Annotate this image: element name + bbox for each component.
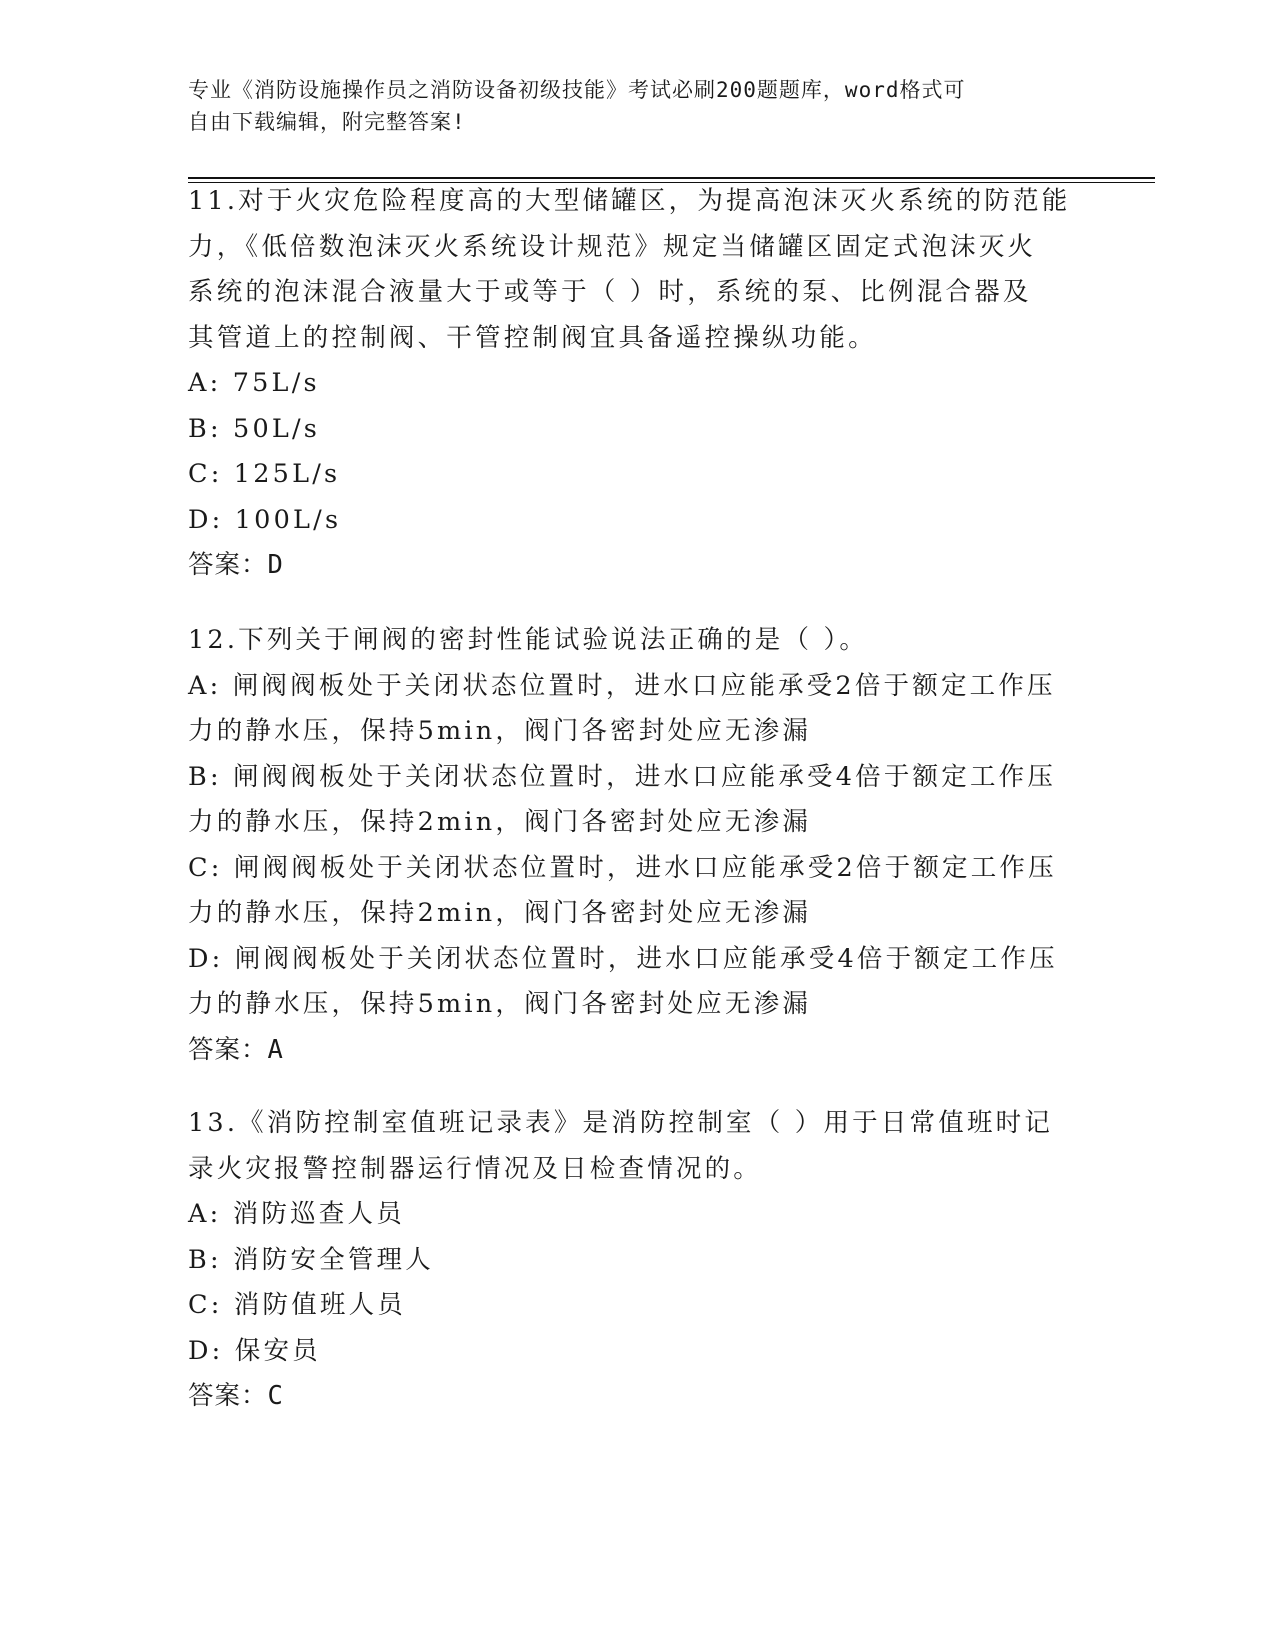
question-stem-line: 力，《低倍数泡沫灭火系统设计规范》规定当储罐区固定式泡沫灭火 [188,231,1037,262]
answer-line: 答案：D [188,550,284,580]
answer-line: 答案：A [188,1034,284,1065]
option-b-continued: 力的静水压，保持2min，阀门各密封处应无渗漏 [188,807,812,837]
option-c: C: 闸阀阀板处于关闭状态位置时，进水口应能承受2倍于额定工作压 [188,852,1057,883]
option-c: C: 消防值班人员 [188,1290,407,1320]
option-a: A: 闸阀阀板处于关闭状态位置时，进水口应能承受2倍于额定工作压 [188,670,1056,701]
question-stem-line: 11.对于火灾危险程度高的大型储罐区，为提高泡沫灭火系统的防范能 [188,186,1071,216]
answer-line: 答案：C [188,1381,284,1411]
document-header [188,74,1068,138]
option-c-continued: 力的静水压，保持2min，阀门各密封处应无渗漏 [188,898,812,928]
header-line-1: 专业《消防设施操作员之消防设备初级技能》考试必刷200题题库，word格式可 [188,78,966,102]
option-b: B: 50L/s [188,413,321,444]
question-13 [188,1101,1088,1420]
option-a: A: 消防巡查人员 [188,1199,405,1229]
question-stem-line: 录火灾报警控制器运行情况及日检查情况的。 [188,1153,763,1184]
option-d: D: 保安员 [188,1335,321,1366]
option-b: B: 消防安全管理人 [188,1244,434,1275]
question-12 [188,618,1088,1073]
option-d-continued: 力的静水压，保持5min，阀门各密封处应无渗漏 [188,989,812,1019]
option-a-continued: 力的静水压，保持5min，阀门各密封处应无渗漏 [188,716,812,746]
question-stem-line: 13.《消防控制室值班记录表》是消防控制室（ ）用于日常值班时记 [188,1108,1054,1138]
option-c: C: 125L/s [188,459,341,489]
option-d: D: 闸阀阀板处于关闭状态位置时，进水口应能承受4倍于额定工作压 [188,943,1058,974]
option-d: D: 100L/s [188,504,342,535]
option-b: B: 闸阀阀板处于关闭状态位置时，进水口应能承受4倍于额定工作压 [188,761,1057,792]
question-stem-line: 系统的泡沫混合液量大于或等于（ ）时，系统的泵、比例混合器及 [188,277,1032,307]
header-line-2: 自由下载编辑，附完整答案! [188,110,466,134]
question-11 [188,179,1088,589]
option-a: A: 75L/s [188,368,320,398]
question-stem-line: 其管道上的控制阀、干管控制阀宜具备遥控操纵功能。 [188,322,877,353]
question-stem-line: 12.下列关于闸阀的密封性能试验说法正确的是（ ）。 [188,625,869,655]
